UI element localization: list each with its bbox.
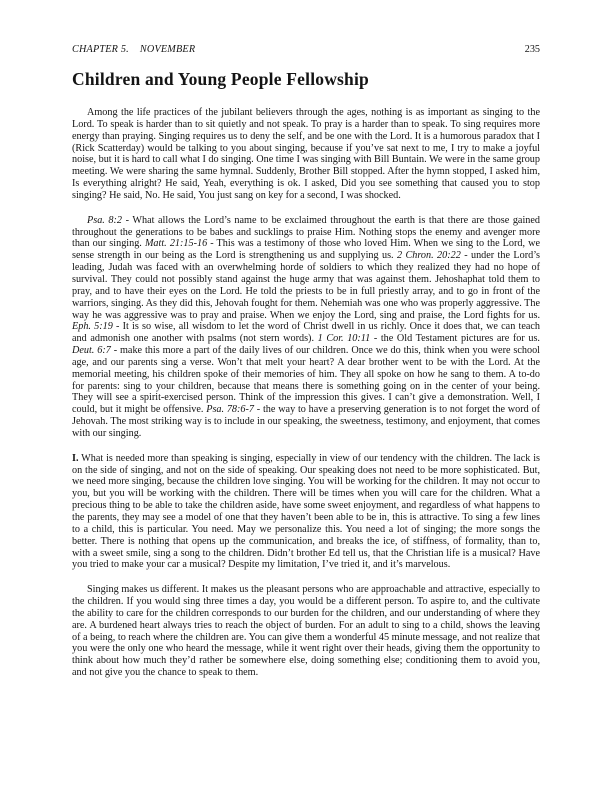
paragraph-text: - What allows the Lord’s name to be exclaimed throughout the earth is that there are those gained throughout the generations to be babes and sucklings to praise Him. Nothing stops the enemy and avenger more than our singing. [72, 214, 540, 250]
running-header [72, 44, 540, 56]
scripture-reference: 2 Chron. 20:22 [396, 250, 461, 262]
paragraph-text: I. [72, 452, 79, 464]
page-body [72, 107, 540, 679]
paragraph-text: What is needed more than speaking is singing, especially in view of our tendency with the children. The lack is on the side of singing, and not on the side of speaking. Our speaking does not need to be more sophisticated. But, we need more singing, because the children love singing. You will be working for the children. It may not occur to you, but you will be working with the children. There will be times when you will care for the children. What a precious thing to be able to take the children aside, have some sweet enjoyment, and regardless of what happens to the parents, they may see a model of one that they haven’t been able to be in, this is attractive. To sing a few lines to a child, this is particular. You need. May we personalize this. You need a lot of singing; the more songs the better. There is nothing that opens up the communication, and breaks the ice, of stiffness, of formality, than to, with a sweet smile, sing a song to the children. Didn’t brother Ed tell us, that the Christian life is a musical? Have you tried to make your car a musical? Despite my limitation, I’ve tried it, and it’s marvelous. [72, 452, 540, 571]
paragraph [72, 107, 540, 202]
scripture-reference: 1 Cor. 10:11 [317, 333, 371, 345]
paragraph-text: Singing makes us different. It makes us the pleasant persons who are approachable and attractive, especially to the children. If you would sing three times a day, you would be a different person. To aspire to, and the cultivate the ability to care for the children corresponds to our burden for the children, and our understanding of where they are. A burdened heart always tries to reach the object of burden. For an adult to sing to a child, shows the leaving of a being, to reach where the children are. You can give them a wonderful 45 minute message, and not realize that you were the only one who heard the message, while it went right over their heads, giving them the opportunity to think about how much they’d rather be somewhere else, doing something else; conditioning them to avoid you, and not give you the chance to speak to them. [72, 584, 540, 679]
paragraph-text: - This was a testimony of those who loved Him. When we sing to the Lord, we sense strength in our being as the Lord is strengthening us and supplying us. [72, 238, 540, 262]
page-title: Children and Young People Fellowship [72, 69, 369, 89]
paragraph [72, 584, 540, 679]
paragraph [72, 215, 540, 440]
scripture-reference: Matt. 21:15-16 [144, 238, 208, 250]
page-number: 235 [524, 44, 540, 55]
paragraph-text: - the way to have a preserving generation is to not forget the word of Jehovah. The most striking way is to include in our speaking, the sweetness, testimony, and enjoyment, that comes with our singing. [72, 404, 540, 439]
paragraph-text: - under the Lord’s leading, Judah was faced with an overwhelming horde of soldiers to which they realized they had no hope of survival. They could not possibly stand against the huge army that was against them. Jehoshaphat told them to pray, and to have their eyes on the Lord. He told the priests to be in full priestly array, and to go in front of the warriors, singing. As they did this, Jehovah fought for them. Nehemiah was one who was properly aggressive. The way he was aggressive was to pray and praise. When we enjoy the Lord, sing and praise, the Lord fights for us. [72, 250, 540, 321]
page-content [72, 44, 540, 692]
section-label: NOVEMBER [139, 44, 196, 55]
scripture-reference: Psa. 8:2 [87, 214, 122, 226]
chapter-label: CHAPTER 5. [72, 44, 129, 55]
paragraph-text: Among the life practices of the jubilant believers through the ages, nothing is as important as singing to the Lord. To speak is harder than to sit quietly and not speak. To pray is a harder than to speak. To sing requires more energy than praying. Singing requires us to deny the self, and be one with the Lord. It is a humorous paradox that I (Rick Scatterday) would be talking to you about singing, because if you’ve sat next to me, I try to make a joyful noise, but it is hard to call what I do singing. One time I was singing with Bill Buntain. We were in the same group meeting. We were sharing the same hymnal. Suddenly, Brother Bill stopped. After the hymn stopped, I asked him, Is everything alright? He said, Yeah, everything is ok. I asked, Did you see something that caused you to stop singing? He said, No. He said, You just sang on key for a second, I was shocked. [72, 107, 540, 201]
scripture-reference: Eph. 5:19 [72, 321, 113, 333]
paragraph-text: - It is so wise, all wisdom to let the word of Christ dwell in us richly. Once it does that, we can teach and admonish one another with psalms (not stern words). [72, 321, 540, 345]
paragraph-text: - the Old Testament pictures are for us. [370, 333, 540, 345]
running-header-left [72, 44, 195, 56]
scripture-reference: Psa. 78:6-7 [206, 404, 254, 416]
scripture-reference: Deut. 6:7 [72, 345, 111, 357]
paragraph-text: - make this more a part of the daily lives of our children. Once we do this, think when you were school age, and our parents sing a verse. Won’t that melt your heart? A dear brother went to be with the Lord. At the memorial meeting, his children spoke of their memories of him. They all spoke on how he sang to them. A to-do for parents: sing to your children, because that means there is something going on in the center of your being. They will see a spirit-exercised person. Think of the impression this gives. I can’t give a demonstration. Well, I could, but it might be offensive. [72, 345, 540, 416]
paragraph [72, 453, 540, 571]
